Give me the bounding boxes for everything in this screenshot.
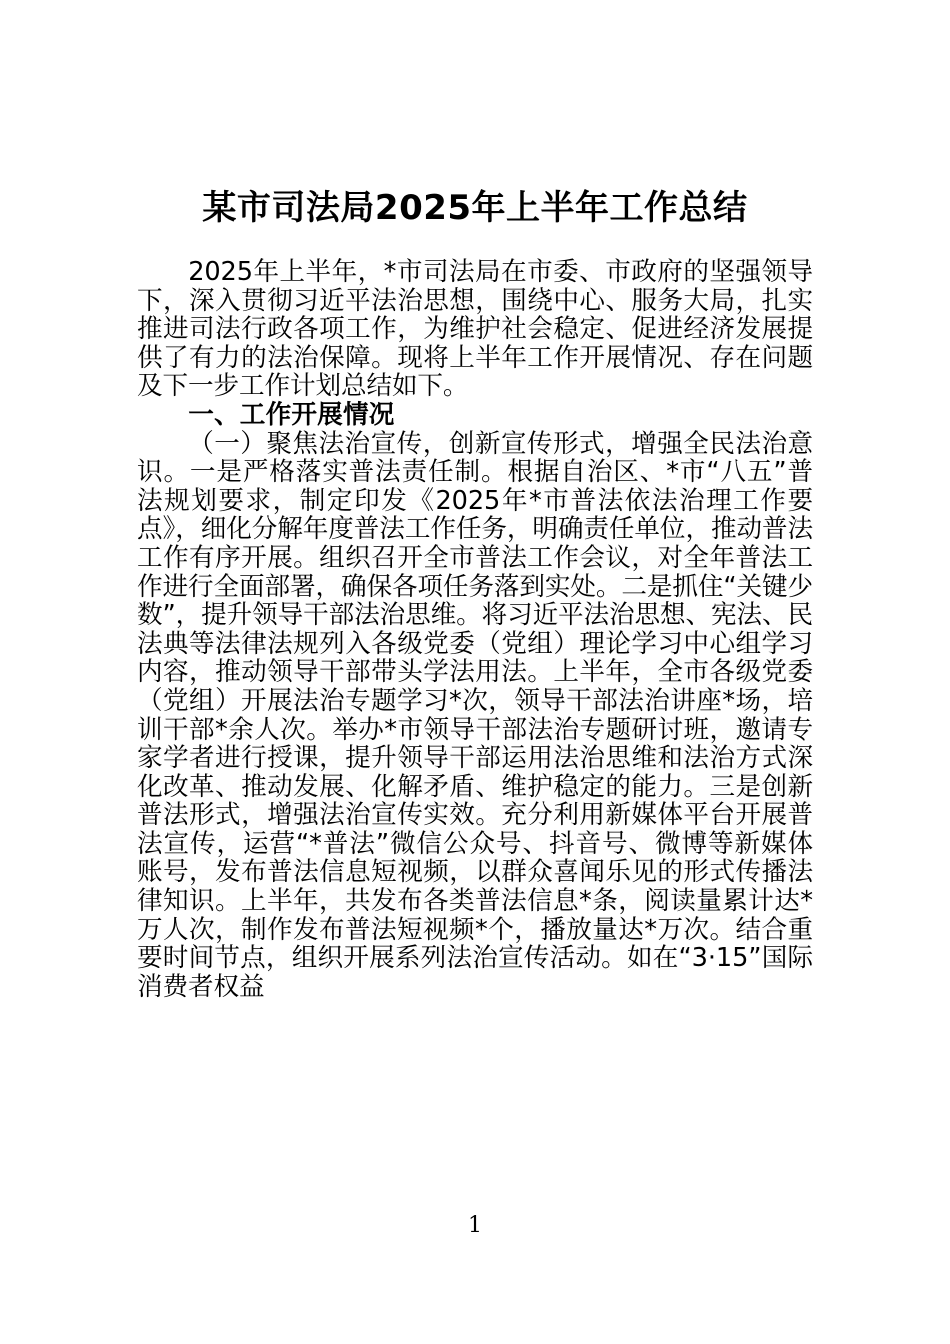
page-number: 1 bbox=[468, 1213, 482, 1238]
section-heading-one: 一、工作开展情况 bbox=[188, 399, 395, 430]
paragraph-intro: 2025年上半年，*市司法局在市委、市政府的坚强领导下，深入贯彻习近平法治思想，围绕中心、服务大局，扎实推进司法行政各项工作，为维护社会稳定、促进经济发展提供了有力的法治保障。现将上半年工作开展情况、存在问题及下一步工作计划总结如下。 bbox=[137, 257, 813, 402]
paragraph-section-one-part-one: （一）聚焦法治宣传，创新宣传形式，增强全民法治意识。一是严格落实普法责任制。根据自治区、*市“八五”普法规划要求，制定印发《2025年*市普法依法治理工作要点》，细化分解年度普法工作任务，明确责任单位，推动普法工作有序开展。组织召开全市普法工作会议，对全年普法工作进行全面部署，确保各项任务落到实处。二是抓住“关键少数”，提升领导干部法治思维。将习近平法治思想、宪法、民法典等法律法规列入各级党委（党组）理论学习中心组学习内容，推动领导干部带头学法用法。上半年，全市各级党委（党组）开展法治专题学习*次，领导干部法治讲座*场，培训干部*余人次。举办*市领导干部法治专题研讨班，邀请专家学者进行授课，提升领导干部运用法治思维和法治方式深化改革、推动发展、化解矛盾、维护稳定的能力。三是创新普法形式，增强法治宣传实效。充分利用新媒体平台开展普法宣传，运营“*普法”微信公众号、抖音号、微博等新媒体账号，发布普法信息短视频，以群众喜闻乐见的形式传播法律知识。上半年，共发布各类普法信息*条，阅读量累计达*万人次，制作发布普法短视频*个，播放量达*万次。结合重要时间节点，组织开展系列法治宣传活动。如在“3·15”国际消费者权益 bbox=[137, 428, 813, 1002]
document-body bbox=[137, 258, 813, 1001]
page-title: 某市司法局2025年上半年工作总结 bbox=[202, 187, 748, 228]
